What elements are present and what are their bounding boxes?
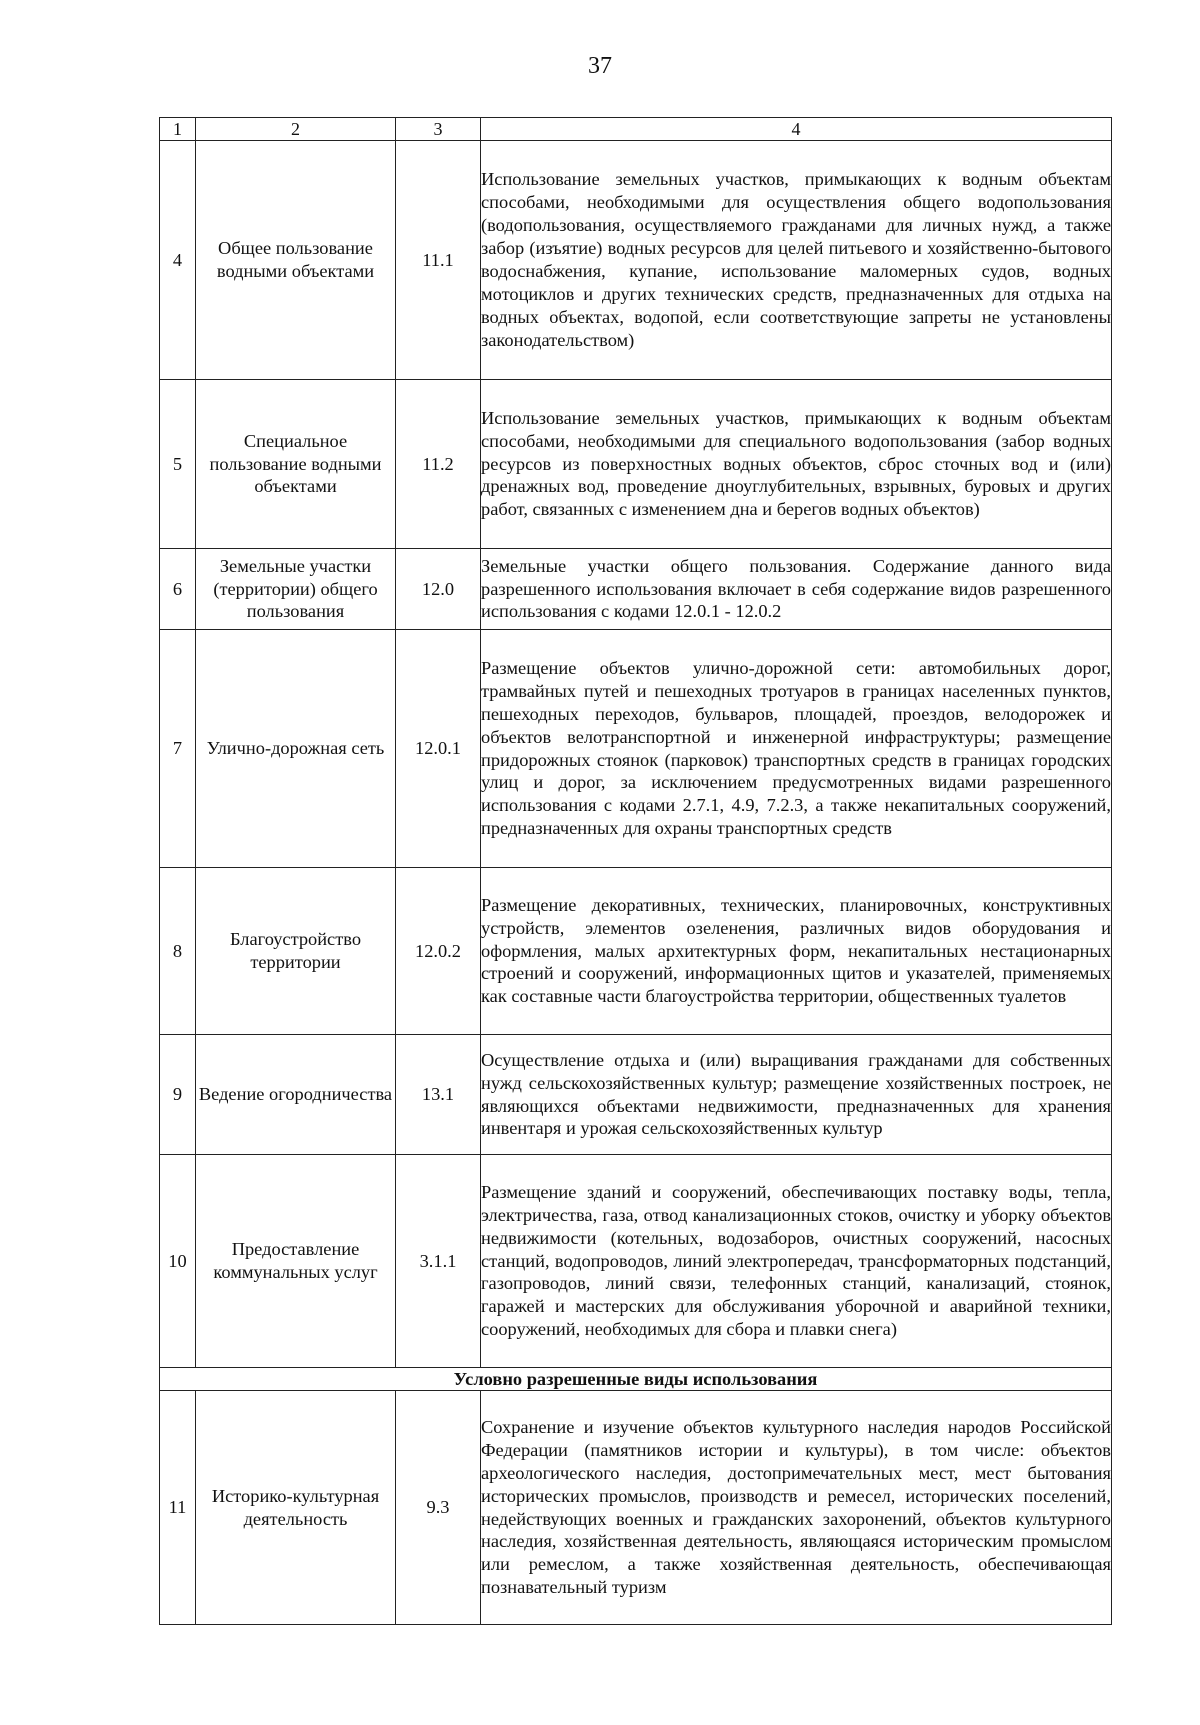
use-type-code: 12.0 (396, 549, 481, 630)
page-number: 37 (588, 53, 612, 79)
use-type-code: 11.2 (396, 380, 481, 549)
use-type-code: 12.0.1 (396, 630, 481, 868)
use-type-description: Земельные участки общего пользования. Содержание данного вида разрешенного использования включает в себя содержание видов разрешенного использования с кодами 12.0.1 - 12.0.2 (481, 549, 1112, 630)
use-type-name: Земельные участки (территории) общего пользования (196, 549, 396, 630)
use-type-name: Историко-культурная деятельность (196, 1391, 396, 1625)
land-use-table (159, 117, 1112, 1625)
use-type-name: Ведение огородничества (196, 1035, 396, 1155)
table-row (160, 868, 1112, 1035)
use-type-name: Общее пользование водными объектами (196, 141, 396, 380)
row-number: 7 (160, 630, 196, 868)
row-number: 6 (160, 549, 196, 630)
use-type-description: Осуществление отдыха и (или) выращивания гражданами для собственных нужд сельскохозяйственных культур; размещение хозяйственных построек, не являющихся объектами недвижимости, предназначенных для хранения инвентаря и урожая сельскохозяйственных культур (481, 1035, 1112, 1155)
use-type-description: Использование земельных участков, примыкающих к водным объектам способами, необходимыми для осуществления общего водопользования (водопользования, осуществляемого гражданами для личных нужд, а также забор (изъятие) водных ресурсов для целей питьевого и хозяйственно-бытового водоснабжения, купание, использование маломерных судов, водных мотоциклов и других технических средств, предназначенных для отдыха на водных объектах, водопой, если соответствующие запреты не установлены законодательством) (481, 141, 1112, 380)
table-row (160, 1035, 1112, 1155)
use-type-code: 13.1 (396, 1035, 481, 1155)
row-number: 4 (160, 141, 196, 380)
column-header-4: 4 (481, 118, 1112, 141)
table-row (160, 549, 1112, 630)
table-row (160, 141, 1112, 380)
use-type-description: Размещение зданий и сооружений, обеспечивающих поставку воды, тепла, электричества, газа, отвод канализационных стоков, очистку и уборку объектов недвижимости (котельных, водозаборов, очистных сооружений, насосных станций, водопроводов, линий электропередач, трансформаторных подстанций, газопроводов, линий связи, телефонных станций, канализаций, стоянок, гаражей и мастерских для обслуживания уборочной и аварийной техники, сооружений, необходимых для сбора и плавки снега) (481, 1155, 1112, 1368)
table-row (160, 630, 1112, 868)
use-type-code: 12.0.2 (396, 868, 481, 1035)
use-type-code: 9.3 (396, 1391, 481, 1625)
row-number: 8 (160, 868, 196, 1035)
use-type-name: Специальное пользование водными объектами (196, 380, 396, 549)
row-number: 11 (160, 1391, 196, 1625)
use-type-code: 3.1.1 (396, 1155, 481, 1368)
row-number: 9 (160, 1035, 196, 1155)
use-type-name: Благоустройство территории (196, 868, 396, 1035)
use-type-name: Предоставление коммунальных услуг (196, 1155, 396, 1368)
column-header-1: 1 (160, 118, 196, 141)
use-type-description: Размещение объектов улично-дорожной сети: автомобильных дорог, трамвайных путей и пешеходных тротуаров в границах населенных пунктов, пешеходных переходов, бульваров, площадей, проездов, велодорожек и объектов велотранспортной и инженерной инфраструктуры; размещение придорожных стоянок (парковок) транспортных средств в границах городских улиц и дорог, за исключением предусмотренных видами разрешенного использования с кодами 2.7.1, 4.9, 7.2.3, а также некапитальных сооружений, предназначенных для охраны транспортных средств (481, 630, 1112, 868)
table-header-row (160, 118, 1112, 141)
section-header-row (160, 1368, 1112, 1391)
use-type-description: Размещение декоративных, технических, планировочных, конструктивных устройств, элементов озеленения, различных видов оборудования и оформления, малых архитектурных форм, некапитальных нестационарных строений и сооружений, информационных щитов и указателей, применяемых как составные части благоустройства территории, общественных туалетов (481, 868, 1112, 1035)
table-row (160, 1391, 1112, 1625)
table-row (160, 380, 1112, 549)
use-type-name: Улично-дорожная сеть (196, 630, 396, 868)
use-type-description: Использование земельных участков, примыкающих к водным объектам способами, необходимыми для специального водопользования (забор водных ресурсов из поверхностных водных объектов, сброс сточных вод и (или) дренажных вод, проведение дноуглубительных, взрывных, буровых и других работ, связанных с изменением дна и берегов водных объектов) (481, 380, 1112, 549)
table-row (160, 1155, 1112, 1368)
use-type-description: Сохранение и изучение объектов культурного наследия народов Российской Федерации (памятников истории и культуры), в том числе: объектов археологического наследия, достопримечательных мест, мест бытования исторических промыслов, производств и ремесел, исторических поселений, недействующих военных и гражданских захоронений, объектов культурного наследия, хозяйственная деятельность, являющаяся историческим промыслом или ремеслом, а также хозяйственная деятельность, обеспечивающая познавательный туризм (481, 1391, 1112, 1625)
row-number: 10 (160, 1155, 196, 1368)
use-type-code: 11.1 (396, 141, 481, 380)
column-header-2: 2 (196, 118, 396, 141)
column-header-3: 3 (396, 118, 481, 141)
section-title: Условно разрешенные виды использования (160, 1368, 1112, 1391)
row-number: 5 (160, 380, 196, 549)
